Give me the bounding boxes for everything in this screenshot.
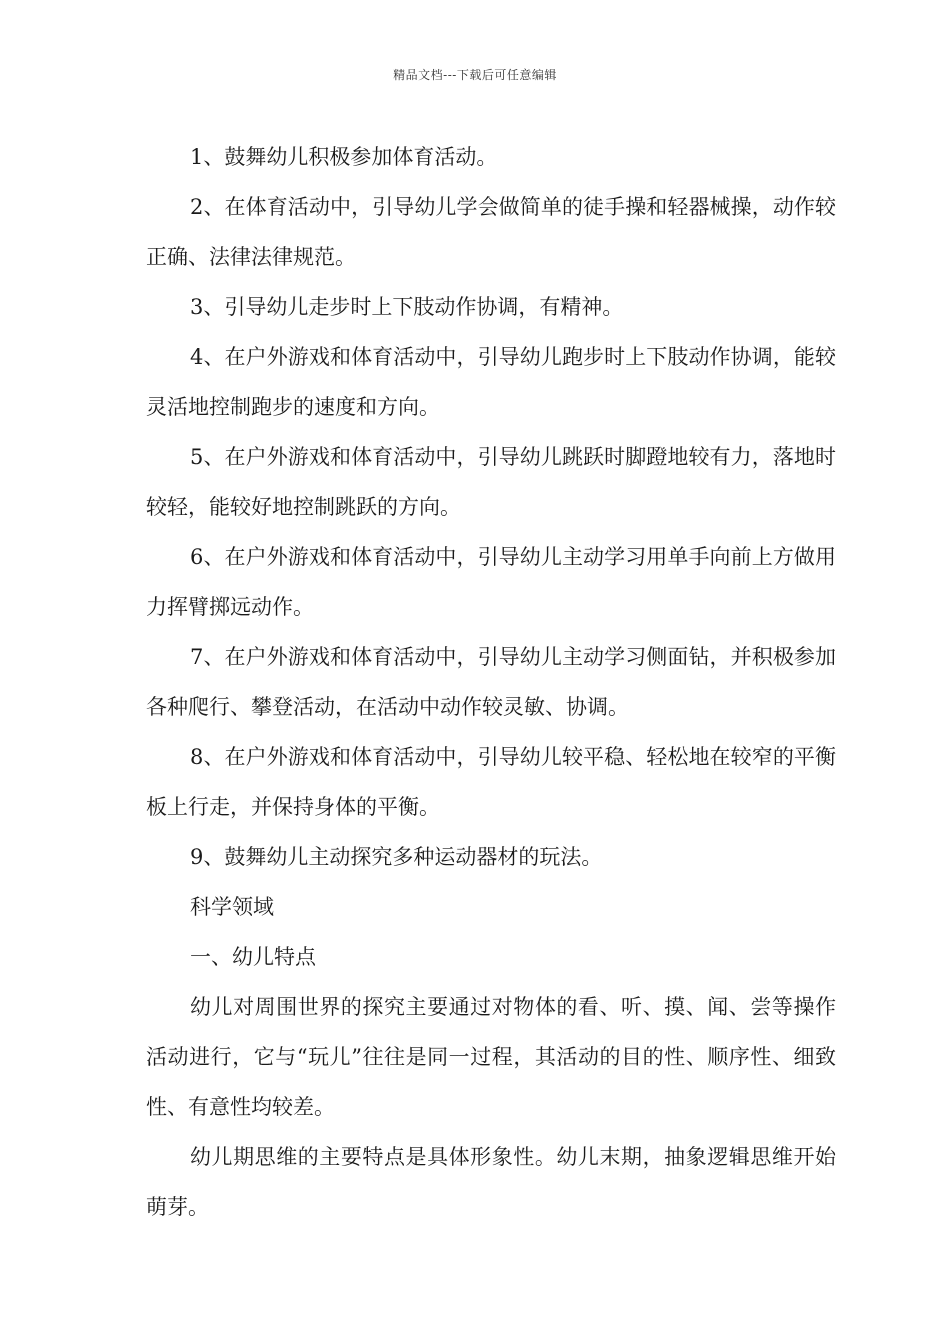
paragraph-goal-8: 8、在户外游戏和体育活动中，引导幼儿较平稳、轻松地在较窄的平衡板上行走，并保持身体的平衡。	[146, 745, 836, 819]
section-heading: 科学领域	[190, 895, 274, 919]
document-body	[146, 132, 836, 1232]
paragraph-goal-3: 3、引导幼儿走步时上下肢动作协调，有精神。	[190, 295, 624, 319]
paragraph-characteristics-1: 幼儿对周围世界的探究主要通过对物体的看、听、摸、闻、尝等操作活动进行，它与“玩儿”往往是同一过程，其活动的目的性、顺序性、细致性、有意性均较差。	[146, 995, 836, 1119]
page-header: 精品文档---下载后可任意编辑	[393, 68, 557, 82]
paragraph-goal-1: 1、鼓舞幼儿积极参加体育活动。	[190, 145, 498, 169]
paragraph-goal-2: 2、在体育活动中，引导幼儿学会做简单的徒手操和轻器械操，动作较正确、法律法律规范。	[146, 195, 836, 269]
paragraph-characteristics-2: 幼儿期思维的主要特点是具体形象性。幼儿末期，抽象逻辑思维开始萌芽。	[146, 1145, 836, 1219]
paragraph-goal-7: 7、在户外游戏和体育活动中，引导幼儿主动学习侧面钻，并积极参加各种爬行、攀登活动，在活动中动作较灵敏、协调。	[146, 645, 836, 719]
paragraph-goal-4: 4、在户外游戏和体育活动中，引导幼儿跑步时上下肢动作协调，能较灵活地控制跑步的速度和方向。	[146, 345, 836, 419]
paragraph-goal-5: 5、在户外游戏和体育活动中，引导幼儿跳跃时脚蹬地较有力，落地时较轻，能较好地控制跳跃的方向。	[146, 445, 836, 519]
subsection-heading: 一、幼儿特点	[190, 945, 316, 969]
paragraph-goal-9: 9、鼓舞幼儿主动探究多种运动器材的玩法。	[190, 845, 603, 869]
paragraph-goal-6: 6、在户外游戏和体育活动中，引导幼儿主动学习用单手向前上方做用力挥臂掷远动作。	[146, 545, 836, 619]
